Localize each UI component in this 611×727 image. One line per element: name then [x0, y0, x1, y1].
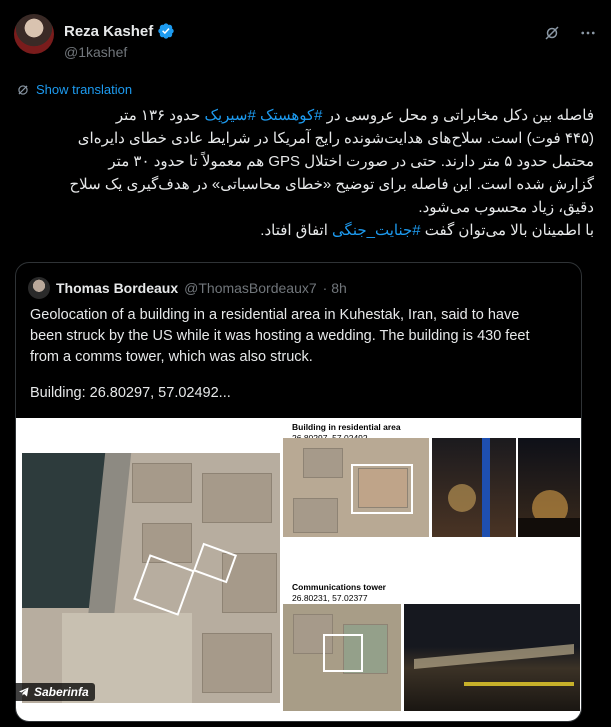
collapsed-tower-photo	[404, 604, 580, 711]
quote-avatar[interactable]	[28, 277, 50, 299]
tweet-line-3: محتمل حدود ۵ متر دارند. حتی در صورت اختلال GPS هم معمولاً تا حدود ۳۰ متر	[108, 153, 594, 170]
author-avatar[interactable]	[14, 14, 54, 54]
panel-2-label	[292, 582, 386, 604]
panel-2-title: Communications tower	[292, 582, 386, 592]
night-scene-art	[432, 438, 516, 537]
tweet-line-2: (۴۴۵ فوت) است. سلاح‌های هدایت‌شونده رایج آمریکا در شرایط عادی خطای دایره‌ای	[77, 130, 594, 147]
fire-photo	[518, 438, 580, 537]
quote-text-line: been struck by the US while it was hosting a wedding. The building is 430 feet	[30, 328, 530, 344]
tweet-line-6	[22, 219, 594, 242]
building-block	[303, 448, 343, 478]
header-actions	[543, 24, 597, 42]
panel-1-title: Building in residential area	[292, 422, 401, 432]
watermark	[12, 683, 95, 701]
tweet-header	[14, 14, 597, 66]
watermark-text: Saberinfa	[34, 685, 89, 699]
author-handle[interactable]: @1kashef	[64, 44, 128, 60]
show-translation[interactable]	[16, 82, 132, 97]
translate-label[interactable]: Show translation	[36, 82, 133, 97]
more-icon[interactable]	[579, 24, 597, 42]
highlight-box	[351, 464, 413, 514]
tweet-line-1-post: حدود ۱۳۶ متر	[115, 107, 201, 124]
tweet-line-6-post: اتفاق افتاد.	[260, 222, 328, 239]
fire-scene-art	[518, 438, 580, 537]
building-block	[293, 498, 338, 533]
building-block	[202, 633, 272, 693]
highlight-box	[133, 554, 195, 616]
tweet-line-4: گزارش شده است. این فاصله برای توضیح «خطای محاسباتی» در هدف‌گیری یک سلاح	[69, 176, 594, 193]
tweet-line-5: دقیق، زیاد محسوب می‌شود.	[418, 199, 594, 216]
quote-header	[28, 277, 347, 299]
tweet-line-6-pre: با اطمینان بالا می‌توان گفت	[424, 222, 594, 239]
quoted-tweet[interactable]	[15, 262, 582, 722]
translate-icon	[16, 83, 30, 97]
hashtag-link[interactable]: #جنایت_جنگی	[332, 222, 421, 239]
satellite-tower-image	[283, 604, 401, 711]
author-name-row	[64, 22, 175, 40]
author-name[interactable]: Reza Kashef	[64, 22, 154, 40]
quote-text	[30, 305, 570, 368]
highlight-box	[323, 634, 363, 672]
quote-coords: Building: 26.80297, 57.02492...	[30, 385, 231, 401]
quote-author-handle[interactable]: @ThomasBordeaux7	[184, 280, 317, 296]
satellite-building-image	[283, 438, 429, 537]
quote-timestamp[interactable]: · 8h	[322, 280, 347, 296]
quote-text-line: Geolocation of a building in a residential area in Kuhestak, Iran, said to have	[30, 307, 520, 323]
satellite-overview-image	[22, 453, 280, 703]
verified-badge-icon	[157, 22, 175, 40]
grok-icon[interactable]	[543, 24, 561, 42]
tweet-line-1-pre: فاصله بین دکل مخابراتی و محل عروسی در	[326, 107, 594, 124]
quote-text-line: from a comms tower, which was also struck.	[30, 349, 313, 365]
telegram-icon	[18, 686, 30, 698]
building-block	[132, 463, 192, 503]
hashtag-link[interactable]: #کوهستک	[260, 107, 323, 124]
panel-2-coords: 26.80231, 57.02377	[292, 593, 368, 603]
building-block	[202, 473, 272, 523]
night-street-photo	[432, 438, 516, 537]
tweet-line-1	[22, 104, 594, 127]
hashtag-link[interactable]: #سیریک	[204, 107, 256, 124]
tweet-text	[22, 104, 594, 242]
tower-scene-art	[404, 604, 580, 711]
quote-media-image[interactable]	[16, 418, 582, 722]
quote-author-name[interactable]: Thomas Bordeaux	[56, 280, 179, 296]
